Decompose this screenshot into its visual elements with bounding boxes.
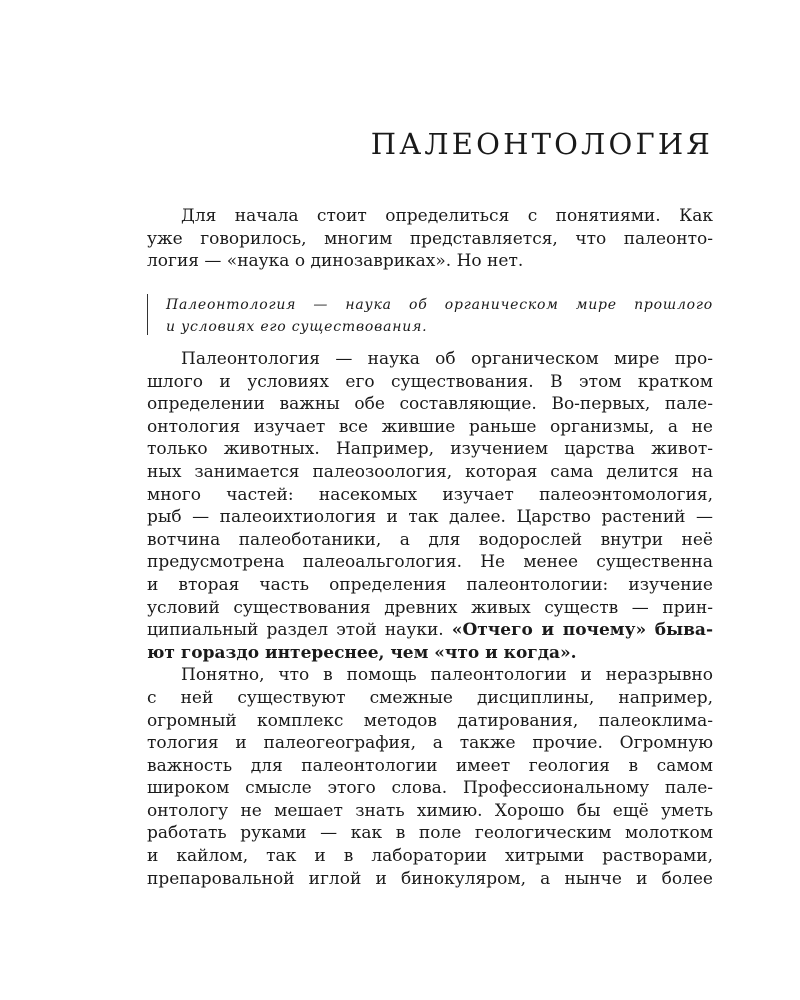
chapter-title: ПАЛЕОНТОЛОГИЯ bbox=[370, 127, 713, 161]
text-line: логия — «наука о динозавриках». Но нет. bbox=[147, 251, 524, 272]
text-line: ных занимается палеозоология, которая сама делится на bbox=[147, 461, 713, 482]
text-line: важность для палеонтологии имеет геология в самом bbox=[147, 755, 713, 776]
paragraph-2 bbox=[147, 664, 713, 890]
text-line: широком смысле этого слова. Профессиональному пале- bbox=[147, 778, 713, 799]
text-line: Для начала стоит определиться с понятиями. Как bbox=[181, 206, 713, 226]
definition-callout bbox=[147, 294, 713, 335]
text-line: препаровальной иглой и бинокуляром, а нынче и более bbox=[147, 868, 713, 889]
text-line: рыб — палеоихтиология и так далее. Царство растений — bbox=[147, 507, 713, 528]
text-line: Понятно, что в помощь палеонтологии и неразрывно bbox=[181, 665, 713, 686]
text-bold: ют гораздо интереснее, чем «что и когда». bbox=[147, 642, 577, 663]
text-line: работать руками — как в поле геологическим молотком bbox=[147, 823, 713, 844]
text-line: и кайлом, так и в лаборатории хитрыми растворами, bbox=[147, 846, 713, 867]
text-line: шлого и условиях его существования. В этом кратком bbox=[147, 371, 713, 392]
text-line: условий существования древних живых существ — прин- bbox=[147, 597, 713, 618]
text-line: и вторая часть определения палеонтологии: изучение bbox=[147, 574, 713, 595]
text-line: огромный комплекс методов датирования, палеоклима- bbox=[147, 710, 713, 731]
text-line bbox=[147, 642, 713, 665]
text-plain: ципиальный раздел этой науки. bbox=[147, 620, 452, 641]
text-line: предусмотрена палеоальгология. Не менее существенна bbox=[147, 552, 713, 573]
main-text bbox=[147, 348, 713, 890]
text-line: онтологу не мешает знать химию. Хорошо бы ещё уметь bbox=[147, 800, 713, 821]
text-line: уже говорилось, многим представляется, что палеонто- bbox=[147, 228, 713, 249]
text-line: с ней существуют смежные дисциплины, например, bbox=[147, 687, 713, 708]
text-line: Палеонтология — наука об органическом мире про- bbox=[181, 349, 713, 369]
text-line: много частей: насекомых изучает палеоэнтомология, bbox=[147, 484, 713, 505]
text-line: определении важны обе составляющие. Во-первых, пале- bbox=[147, 394, 713, 415]
text-line: вотчина палеоботаники, а для водорослей внутри неё bbox=[147, 529, 713, 550]
paragraph-1 bbox=[147, 348, 713, 619]
intro-paragraph bbox=[147, 205, 713, 273]
text-line: тология и палеогеография, а также прочие. Огромную bbox=[147, 733, 713, 754]
text-line: онтология изучает все жившие раньше организмы, а не bbox=[147, 416, 713, 437]
text-line: только животных. Например, изучением царства живот- bbox=[147, 439, 713, 460]
definition-line: и условиях его существования. bbox=[166, 319, 428, 335]
definition-line: Палеонтология — наука об органическом мире прошлого bbox=[166, 297, 713, 313]
text-line bbox=[147, 619, 713, 642]
text-bold: «Отчего и почему» быва- bbox=[451, 620, 713, 641]
